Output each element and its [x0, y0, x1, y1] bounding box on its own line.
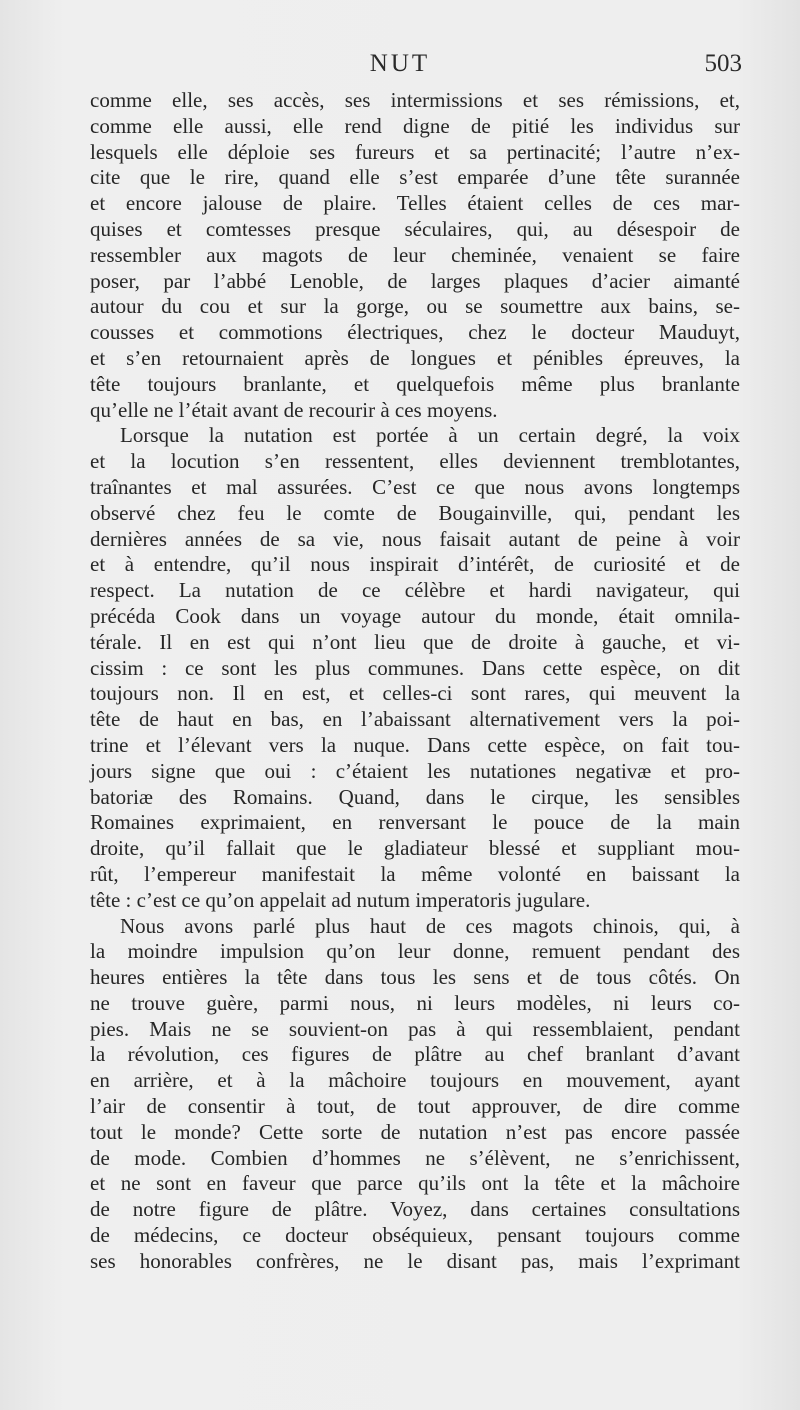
- paragraph: [60, 914, 740, 1275]
- text-line: jours signe que oui : c’étaient les nutationes negativæ et pro-: [90, 758, 740, 783]
- text-line: et ne sont en faveur que parce qu’ils ont la tête et la mâchoire: [90, 1171, 740, 1196]
- text-line: térale. Il en est qui n’ont lieu que de droite à gauche, et vi-: [90, 629, 740, 654]
- text-line: pies. Mais ne se souvient-on pas à qui ressemblaient, pendant: [90, 1016, 740, 1041]
- text-line: toujours non. Il en est, et celles-ci sont rares, qui meuvent la: [90, 681, 740, 706]
- text-line: lesquels elle déploie ses fureurs et sa pertinacité; l’autre n’ex-: [90, 139, 740, 164]
- text-line: comme elle aussi, elle rend digne de pitié les individus sur: [90, 113, 740, 138]
- text-line: ses honorables confrères, ne le disant pas, mais l’exprimant: [90, 1248, 740, 1273]
- text-line: comme elle, ses accès, ses intermissions et ses rémissions, et,: [90, 88, 740, 112]
- text-line: batoriæ des Romains. Quand, dans le cirque, les sensibles: [90, 784, 740, 809]
- running-head: [60, 50, 740, 80]
- text-line: poser, par l’abbé Lenoble, de larges plaques d’acier aimanté: [90, 268, 740, 293]
- text-line: de mode. Combien d’hommes ne s’élèvent, ne s’enrichissent,: [90, 1145, 740, 1170]
- text-line: de notre figure de plâtre. Voyez, dans certaines consultations: [90, 1197, 740, 1222]
- text-line: cousses et commotions électriques, chez le docteur Mauduyt,: [90, 320, 740, 345]
- text-line: ressembler aux magots de leur cheminée, venaient se faire: [90, 242, 740, 267]
- text-line: et à entendre, qu’il nous inspirait d’intérêt, de curiosité et de: [90, 552, 740, 577]
- text-line: et la locution s’en ressentent, elles deviennent tremblotantes,: [90, 449, 740, 474]
- paragraph: [60, 88, 740, 423]
- text-line: Lorsque la nutation est portée à un certain degré, la voix: [120, 423, 740, 448]
- text-line: Nous avons parlé plus haut de ces magots chinois, qui, à: [120, 913, 740, 938]
- text-line: la moindre impulsion qu’on leur donne, remuent pendant des: [90, 939, 740, 964]
- text-line: traînantes et mal assurées. C’est ce que nous avons longtemps: [90, 474, 740, 499]
- text-line: tête : c’est ce qu’on appelait ad nutum imperatoris jugulare.: [90, 887, 591, 912]
- text-line: précéda Cook dans un voyage autour du monde, était omnila-: [90, 603, 740, 628]
- text-line: cissim : ce sont les plus communes. Dans cette espèce, on dit: [90, 655, 740, 680]
- text-line: autour du cou et sur la gorge, ou se soumettre aux bains, se-: [90, 294, 740, 319]
- text-line: quises et comtesses presque séculaires, qui, au désespoir de: [90, 216, 740, 241]
- text-line: en arrière, et à la mâchoire toujours en mouvement, ayant: [90, 1068, 740, 1093]
- text-line: trine et l’élevant vers la nuque. Dans cette espèce, on fait tou-: [90, 732, 740, 757]
- text-line: Romaines exprimaient, en renversant le pouce de la main: [90, 810, 740, 835]
- text-line: tête toujours branlante, et quelquefois même plus branlante: [90, 371, 740, 396]
- text-line: cite que le rire, quand elle s’est emparée d’une tête surannée: [90, 165, 740, 190]
- text-line: observé chez feu le comte de Bougainville, qui, pendant les: [90, 500, 740, 525]
- text-line: l’air de consentir à tout, de tout approuver, de dire comme: [90, 1094, 740, 1119]
- page-number: 503: [704, 50, 742, 77]
- text-line: de médecins, ce docteur obséquieux, pensant toujours comme: [90, 1223, 740, 1248]
- paragraph: [60, 423, 740, 913]
- text-line: qu’elle ne l’était avant de recourir à ces moyens.: [90, 397, 498, 422]
- body-text: [60, 88, 740, 1275]
- text-line: et encore jalouse de plaire. Telles étaient celles de ces mar-: [90, 191, 740, 216]
- text-line: et s’en retournaient après de longues et pénibles épreuves, la: [90, 345, 740, 370]
- text-line: droite, qu’il fallait que le gladiateur blessé et suppliant mou-: [90, 836, 740, 861]
- text-line: ne trouve guère, parmi nous, ni leurs modèles, ni leurs co-: [90, 990, 740, 1015]
- text-line: rût, l’empereur manifestait la même volonté en baissant la: [90, 861, 740, 886]
- text-line: la révolution, ces figures de plâtre au chef branlant d’avant: [90, 1042, 740, 1067]
- running-head-title: NUT: [369, 50, 431, 77]
- text-line: dernières années de sa vie, nous faisait autant de peine à voir: [90, 526, 740, 551]
- text-line: respect. La nutation de ce célèbre et hardi navigateur, qui: [90, 578, 740, 603]
- text-line: heures entières la tête dans tous les sens et de tous côtés. On: [90, 965, 740, 990]
- text-line: tête de haut en bas, en l’abaissant alternativement vers la poi-: [90, 707, 740, 732]
- text-line: tout le monde? Cette sorte de nutation n’est pas encore passée: [90, 1119, 740, 1144]
